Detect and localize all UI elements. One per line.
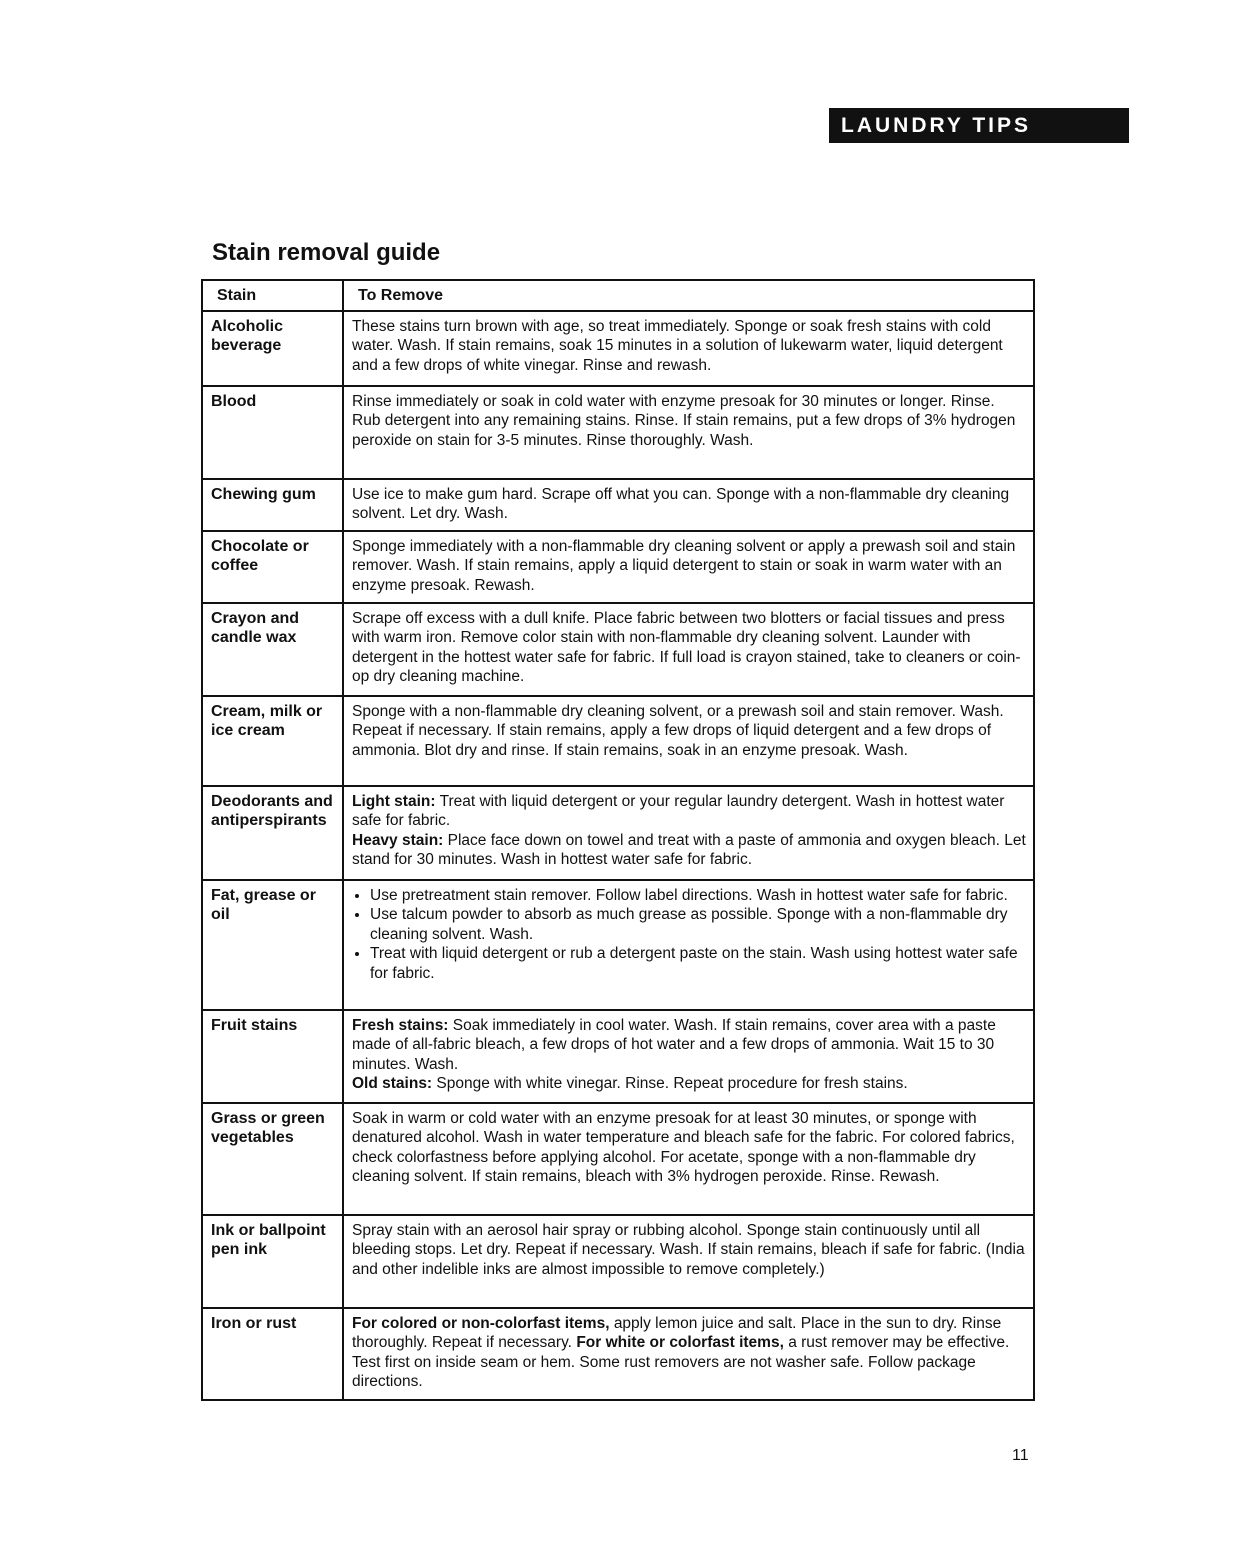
table-row	[202, 696, 1034, 786]
list-item: • Treat with liquid detergent or rub a detergent paste on the stain. Wash using hottest water safe for fabric.	[370, 944, 1027, 983]
removal-instructions	[343, 1308, 1034, 1400]
colored-items-label: For colored or non-colorfast items,	[352, 1314, 610, 1332]
page-title: Stain removal guide	[212, 239, 441, 266]
table-row	[202, 1308, 1034, 1400]
removal-instructions: Scrape off excess with a dull knife. Place fabric between two blotters or facial tissues and press with warm iron. Remove color stain with non-flammable dry cleaning solvent. Launder with detergent in the hottest water safe for fabric. If full load is crayon stained, take to cleaners or coin-op dry cleaning machine.	[343, 603, 1034, 696]
heavy-stain-text: Place face down on towel and treat with a paste of ammonia and oxygen bleach. Let stand for 30 minutes. Wash in hottest water safe for fabric.	[352, 831, 1026, 868]
colored-items-text: apply lemon juice and salt. Place in the sun to dry. Rinse thoroughly. Repeat if necessary.	[352, 1314, 1002, 1351]
removal-instructions	[343, 786, 1034, 880]
table-header-row	[202, 280, 1034, 311]
stain-name: Alcoholic beverage	[202, 311, 343, 386]
section-badge: LAUNDRY TIPS	[829, 108, 1129, 143]
removal-instructions: These stains turn brown with age, so treat immediately. Sponge or soak fresh stains with cold water. Wash. If stain remains, soak 15 minutes in a solution of lukewarm water, liquid detergent and a few drops of white vinegar. Rinse and rewash.	[343, 311, 1034, 386]
list-item: • Use pretreatment stain remover. Follow label directions. Wash in hottest water safe for fabric.	[370, 886, 1027, 906]
column-header-to-remove: To Remove	[343, 280, 1034, 311]
list-item: • Use talcum powder to absorb as much grease as possible. Sponge with a non-flammable dry cleaning solvent. Wash.	[370, 905, 1027, 944]
stain-name: Fruit stains	[202, 1010, 343, 1103]
removal-instructions: Soak in warm or cold water with an enzyme presoak for at least 30 minutes, or sponge with denatured alcohol. Wash in water temperature and bleach safe for the fabric. For colored fabrics, check colorfastness before applying alcohol. For acetate, sponge with a non-flammable dry cleaning solvent. If stain remains, bleach with 3% hydrogen peroxide. Rinse. Rewash.	[343, 1103, 1034, 1215]
stain-name: Deodorants and antiperspirants	[202, 786, 343, 880]
white-items-label: For white or colorfast items,	[576, 1334, 784, 1351]
removal-instructions: Rinse immediately or soak in cold water with enzyme presoak for 30 minutes or longer. Rinse. Rub detergent into any remaining stains. Rinse. If stain remains, put a few drops of 3% hydrogen peroxide on stain for 3-5 minutes. Rinse thoroughly. Wash.	[343, 386, 1034, 479]
table-row	[202, 603, 1034, 696]
table-row	[202, 880, 1034, 1010]
stain-name: Ink or ballpoint pen ink	[202, 1215, 343, 1308]
light-stain-label: Light stain:	[352, 792, 436, 810]
stain-name: Crayon and candle wax	[202, 603, 343, 696]
stain-removal-table	[201, 279, 1035, 1401]
fresh-stains-text: Soak immediately in cool water. Wash. If stain remains, cover area with a paste made of all-fabric bleach, a few drops of hot water and a few drops of ammonia. Wait 15 to 30 minutes. Wash.	[352, 1016, 996, 1073]
stain-name: Cream, milk or ice cream	[202, 696, 343, 786]
bullet-list	[352, 886, 1027, 984]
removal-instructions: Sponge with a non-flammable dry cleaning solvent, or a prewash soil and stain remover. Wash. Repeat if necessary. If stain remains, apply a few drops of liquid detergent and a few drops of ammonia. Blot dry and rinse. If stain remains, soak in an enzyme presoak. Wash.	[343, 696, 1034, 786]
stain-name: Fat, grease or oil	[202, 880, 343, 1010]
table-row	[202, 786, 1034, 880]
stain-name: Iron or rust	[202, 1308, 343, 1400]
table-row	[202, 386, 1034, 479]
removal-instructions: Spray stain with an aerosol hair spray or rubbing alcohol. Sponge stain continuously until all bleeding stops. Let dry. Repeat if necessary. Wash. If stain remains, bleach if safe for fabric. (India and other indelible inks are almost impossible to remove completely.)	[343, 1215, 1034, 1308]
stain-name: Chewing gum	[202, 479, 343, 531]
column-header-stain: Stain	[202, 280, 343, 311]
heavy-stain-label: Heavy stain:	[352, 831, 444, 849]
table-row	[202, 1215, 1034, 1308]
table-row	[202, 479, 1034, 531]
fresh-stains-label: Fresh stains:	[352, 1016, 449, 1034]
removal-instructions	[343, 1010, 1034, 1103]
removal-instructions	[343, 880, 1034, 1010]
table-row	[202, 531, 1034, 603]
stain-name: Blood	[202, 386, 343, 479]
table-row	[202, 1010, 1034, 1103]
removal-instructions: Sponge immediately with a non-flammable dry cleaning solvent or apply a prewash soil and stain remover. Wash. If stain remains, apply a liquid detergent to stain or soak in warm water with an enzyme presoak. Rewash.	[343, 531, 1034, 603]
page-number: 11	[1012, 1447, 1029, 1464]
table-row	[202, 1103, 1034, 1215]
white-items-text: a rust remover may be effective. Test first on inside seam or hem. Some rust removers are not washer safe. Follow package directions.	[352, 1334, 1010, 1390]
stain-name: Chocolate or coffee	[202, 531, 343, 603]
old-stains-label: Old stains:	[352, 1075, 433, 1092]
light-stain-text: Treat with liquid detergent or your regular laundry detergent. Wash in hottest water safe for fabric.	[352, 792, 1005, 829]
old-stains-text: Sponge with white vinegar. Rinse. Repeat procedure for fresh stains.	[436, 1075, 908, 1092]
stain-name: Grass or green vegetables	[202, 1103, 343, 1215]
removal-instructions: Use ice to make gum hard. Scrape off what you can. Sponge with a non-flammable dry cleaning solvent. Let dry. Wash.	[343, 479, 1034, 531]
table-row	[202, 311, 1034, 386]
